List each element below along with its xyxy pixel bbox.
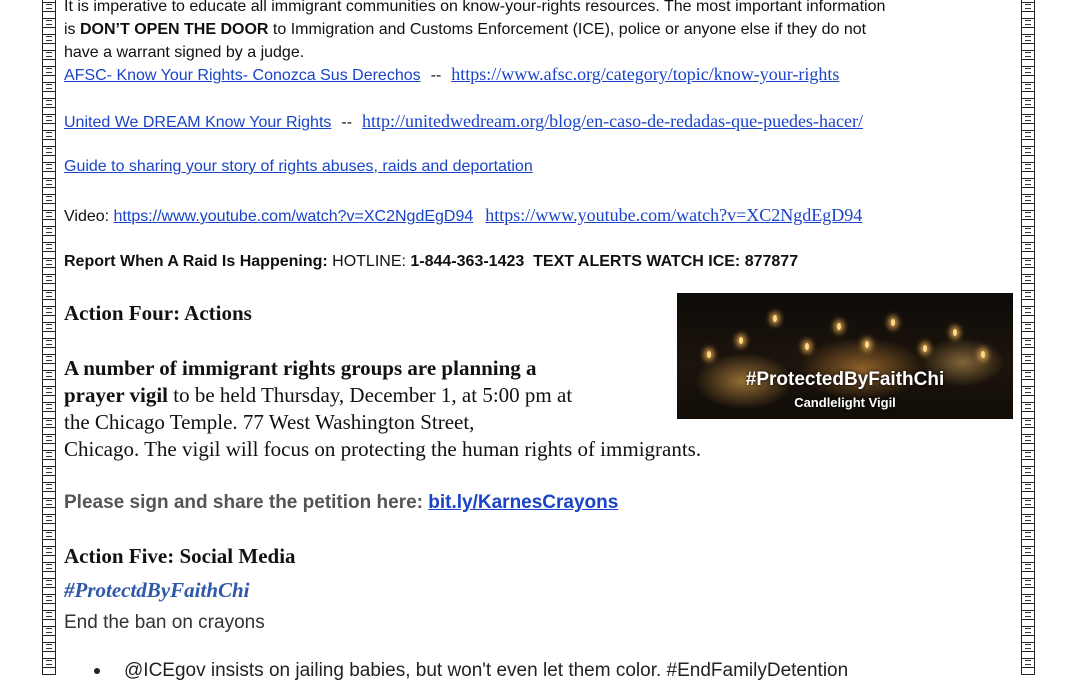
- vigil-line-1: A number of immigrant rights groups are planning a: [64, 356, 537, 380]
- united-we-dream-url-link[interactable]: http://unitedwedream.org/blog/en-caso-de-redadas-que-puedes-hacer/: [362, 111, 864, 131]
- link-separator: --: [430, 67, 442, 84]
- hashtag-text: #ProtectdByFaithChi: [64, 578, 250, 602]
- candle-flame: [865, 341, 869, 348]
- afsc-link[interactable]: AFSC- Know Your Rights- Conozca Sus Derechos: [64, 67, 421, 84]
- vigil-line-4: Chicago. The vigil will focus on protecting the human rights of immigrants.: [64, 437, 702, 461]
- candle-flame: [837, 323, 841, 330]
- intro-line-2-post: to Immigration and Customs Enforcement (ICE), police or anyone else if they do not: [268, 21, 867, 38]
- dont-open-door-text: DON’T OPEN THE DOOR: [80, 21, 269, 38]
- candle-flame: [981, 351, 985, 358]
- intro-line-3: have a warrant signed by a judge.: [64, 44, 305, 61]
- action-four-heading: Action Four: Actions: [64, 301, 252, 325]
- intro-paragraph: [64, 0, 1016, 64]
- candlelight-vigil-photo: [677, 293, 1013, 419]
- social-post-bullet: [94, 660, 848, 682]
- video-row: [64, 205, 862, 226]
- hotline-label: HOTLINE:: [327, 253, 411, 270]
- candle-flame: [923, 345, 927, 352]
- candle-flame: [773, 315, 777, 322]
- guide-link-row: [64, 158, 533, 176]
- petition-link[interactable]: bit.ly/KarnesCrayons: [428, 492, 619, 513]
- video-label: Video:: [64, 208, 114, 225]
- video-link-2[interactable]: https://www.youtube.com/watch?v=XC2NgdEgD94: [485, 205, 863, 225]
- intro-line-2-pre: is: [64, 21, 80, 38]
- page-border-left-pattern: [46, 0, 52, 675]
- candle-flame: [739, 337, 743, 344]
- prayer-vigil-text: prayer vigil: [64, 383, 169, 407]
- hotline-number: 1-844-363-1423: [410, 253, 525, 270]
- bullet-icon: [94, 668, 100, 674]
- social-post-text: @ICEgov insists on jailing babies, but won't even let them color. #EndFamilyDetention: [124, 660, 849, 681]
- intro-line-2: [64, 18, 1016, 41]
- petition-row: [64, 492, 618, 514]
- candle-flame: [953, 329, 957, 336]
- page-border-right-pattern: [1025, 0, 1031, 675]
- candle-flame: [707, 351, 711, 358]
- afsc-link-row: [64, 64, 839, 85]
- intro-line-1: It is imperative to educate all immigrant communities on know-your-rights resources. The most important information: [64, 0, 886, 15]
- text-alerts: TEXT ALERTS WATCH ICE: 877877: [524, 253, 799, 270]
- united-we-dream-link[interactable]: United We DREAM Know Your Rights: [64, 114, 332, 131]
- candle-flame: [891, 319, 895, 326]
- vigil-line-2-rest: to be held Thursday, December 1, at 5:00 pm at: [168, 383, 573, 407]
- afsc-url-link[interactable]: https://www.afsc.org/category/topic/know-your-rights: [451, 64, 840, 84]
- united-we-dream-row: [64, 111, 863, 132]
- video-link-1[interactable]: https://www.youtube.com/watch?v=XC2NgdEgD94: [113, 208, 474, 225]
- photo-subtitle-caption: Candlelight Vigil: [794, 395, 896, 410]
- candle-flame: [805, 343, 809, 350]
- vigil-line-3: the Chicago Temple. 77 West Washington Street,: [64, 410, 475, 434]
- action-five-heading: Action Five: Social Media: [64, 544, 296, 568]
- petition-text: Please sign and share the petition here:: [64, 492, 429, 513]
- end-ban-text: End the ban on crayons: [64, 612, 265, 633]
- report-row: [64, 253, 798, 271]
- photo-hashtag-caption: #ProtectedByFaithChi: [745, 369, 945, 390]
- guide-link[interactable]: Guide to sharing your story of rights abuses, raids and deportation: [64, 158, 533, 175]
- report-label: Report When A Raid Is Happening:: [64, 253, 328, 270]
- link-separator: --: [341, 114, 353, 131]
